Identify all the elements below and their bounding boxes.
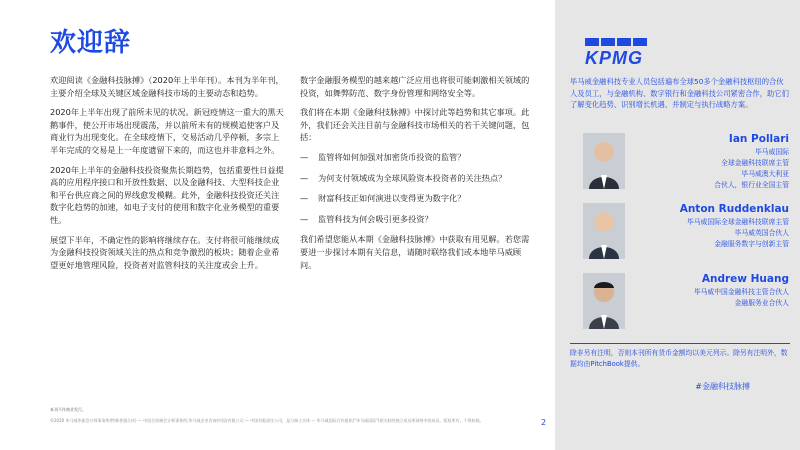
dash-icon: — bbox=[300, 193, 309, 204]
contact-card bbox=[570, 273, 795, 335]
paragraph: 数字金融服务模型的越来越广泛应用也将很可能刺激相关领域的投资，如舞弊防范、数字身份管理和网络安全等。 bbox=[300, 75, 530, 98]
hashtag: #金融科技脉搏 bbox=[695, 382, 750, 391]
contact-role: 毕马威国际 bbox=[755, 148, 789, 156]
currency-note: 除非另有注明，否则本刊所有货币金额均以美元列示。除另有注明外，数据均由PitchBook提供。 bbox=[570, 343, 790, 370]
contact-role: 合伙人，银行业全国主管 bbox=[714, 181, 789, 189]
contact-info bbox=[694, 273, 789, 309]
body-column-left bbox=[50, 74, 286, 278]
dash-icon: — bbox=[300, 172, 309, 183]
contact-role: 毕马威国际全球金融科技联席主管 bbox=[687, 218, 789, 226]
contact-role: 金融服务数字与创新主管 bbox=[714, 240, 789, 248]
logo-squares bbox=[585, 38, 647, 46]
key-questions-list bbox=[300, 151, 536, 225]
body-column-right bbox=[300, 74, 536, 278]
avatar bbox=[583, 273, 625, 329]
contact-name: Ian Pollari bbox=[728, 133, 789, 145]
list-item: — 财富科技正如何演进以变得更为数字化？ bbox=[300, 193, 466, 204]
avatar bbox=[583, 133, 625, 189]
dash-icon: — bbox=[300, 151, 309, 162]
page-title: 欢迎辞 bbox=[50, 28, 132, 58]
contact-card bbox=[570, 203, 795, 265]
footer-legal: ©2020 毕马威华振会计师事务所(特殊普通合伙) — 中国合伙制会计师事务所;毕马威企业咨询(中国)有限公司 — 中国有限责任公司，是与瑞士实体 — 毕马威国际合作组织("毕马威国际")相关联的独立成员所网络中的成员。版权所有，不得转载。 bbox=[50, 418, 484, 423]
list-item: — 监管科技为何会吸引更多投资？ bbox=[300, 213, 433, 224]
contact-role: 毕马威澳大利亚 bbox=[741, 170, 789, 178]
dash-icon: — bbox=[300, 213, 309, 224]
logo-text: KPMG bbox=[585, 48, 643, 68]
contact-card bbox=[570, 133, 795, 195]
paragraph: 2020年上半年出现了前所未见的状况。新冠疫情这一重大的黑天鹅事件，使公开市场出现震荡，并以前所未有的规模追使客户及商业行为出现变化。在全球疫情下，交易活动几乎停顿，多宗上半年完成的交易是上一年度遗留下来的，而这也并非意料之外。 bbox=[50, 107, 284, 155]
contact-role: 毕马威英国合伙人 bbox=[734, 229, 789, 237]
list-item: — 为何支付领域成为全球风险资本投资者的关注热点？ bbox=[300, 172, 507, 183]
contact-role: 金融服务业合伙人 bbox=[734, 299, 789, 307]
sidebar bbox=[555, 0, 800, 450]
paragraph: 我们将在本期《金融科技脉搏》中探讨此等趋势和其它事项。此外，我们还会关注目前与金融科技市场相关的若干关键问题，包括： bbox=[300, 107, 530, 143]
paragraph: 欢迎阅读《金融科技脉搏》（2020年上半年刊）。本刊为半年刊，主要介绍全球及关键区域金融科技市场的主要动态和趋势。 bbox=[50, 75, 284, 98]
footer-note: 本刊不作商业发行。 bbox=[50, 407, 86, 412]
page-number: 2 bbox=[541, 418, 547, 427]
contact-role: 全球金融科技联席主管 bbox=[721, 159, 789, 167]
sidebar-intro: 毕马威金融科技专业人员包括遍布全球50多个金融科技枢纽的合伙人及员工，与金融机构、数字银行和金融科技公司紧密合作，助它们了解变化趋势、识别增长机遇、并制定与执行战略方案。 bbox=[570, 77, 789, 109]
contact-role: 毕马威中国金融科技主管合伙人 bbox=[693, 288, 789, 296]
paragraph: 我们希望您能从本期《金融科技脉搏》中获取有用见解。若您需要进一步探讨本期有关信息，请随时联络我们或本地毕马威顾问。 bbox=[300, 234, 530, 270]
contact-info bbox=[714, 133, 789, 191]
kpmg-logo bbox=[585, 38, 647, 69]
paragraph: 2020年上半年的金融科技投资聚焦长期趋势，包括重要性日益提高的应用程序接口和开放性数据、以及金融科技、大型科技企业和平台供应商之间的界线愈发模糊。此外，金融科技投资还关注数字化趋势的加速，如电子支付的使用和数字化业务模型的重要性。 bbox=[50, 164, 284, 225]
list-item: — 监管将如何加强对加密货币投资的监管？ bbox=[300, 151, 466, 162]
avatar bbox=[583, 203, 625, 259]
paragraph: 展望下半年，不确定性的影响将继续存在。支付将很可能继续成为金融科技投资领域关注的热点和竞争激烈的板块；随着企业希望更好地管理风险，投资者对监管科技的关注度或会上升。 bbox=[50, 234, 280, 270]
contact-info bbox=[680, 203, 789, 250]
contact-name: Anton Ruddenklau bbox=[679, 203, 789, 215]
contact-name: Andrew Huang bbox=[701, 273, 789, 285]
